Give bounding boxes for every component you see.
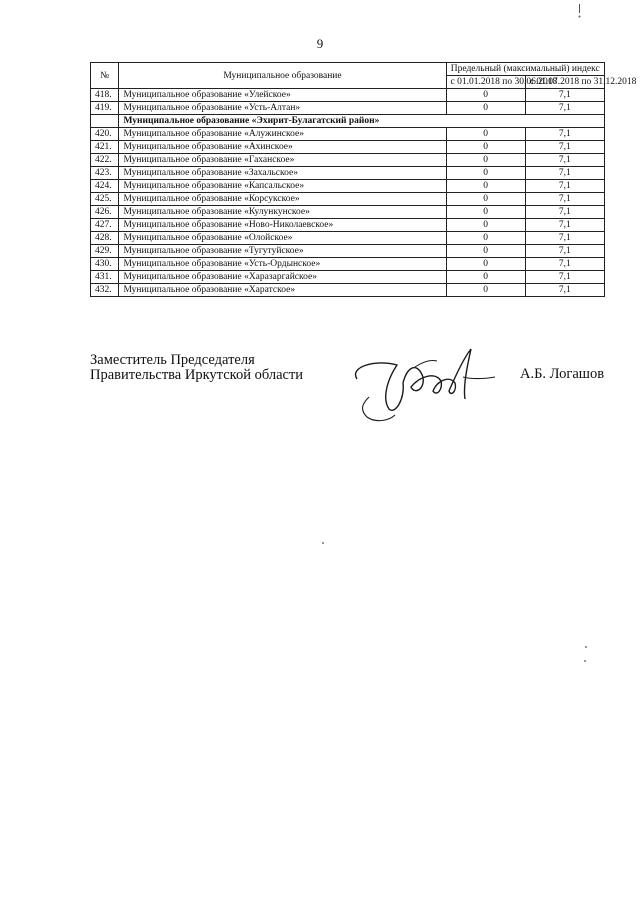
row-index-period-1: 0 (446, 206, 525, 219)
table-row (91, 193, 605, 206)
row-index-period-2: 7,1 (525, 102, 604, 115)
signature-block (90, 353, 610, 433)
row-index-period-2: 7,1 (525, 141, 604, 154)
row-index-period-1: 0 (446, 167, 525, 180)
row-municipality: Муниципальное образование «Усть-Ордынское» (119, 258, 446, 271)
row-index-period-2: 7,1 (525, 180, 604, 193)
row-index-period-1: 0 (446, 245, 525, 258)
scan-speck (584, 660, 586, 662)
row-number: 431. (91, 271, 119, 284)
row-index-period-1: 0 (446, 232, 525, 245)
district-heading: Муниципальное образование «Эхирит-Булагатский район» (119, 115, 605, 128)
column-header-number: № (91, 63, 119, 89)
row-index-period-1: 0 (446, 128, 525, 141)
row-number: 432. (91, 284, 119, 297)
table-row (91, 102, 605, 115)
row-index-period-1: 0 (446, 89, 525, 102)
row-index-period-1: 0 (446, 284, 525, 297)
row-municipality: Муниципальное образование «Ново-Николаевское» (119, 219, 446, 232)
row-index-period-1: 0 (446, 193, 525, 206)
row-number: 421. (91, 141, 119, 154)
row-number: 430. (91, 258, 119, 271)
table-row (91, 167, 605, 180)
district-heading-row (91, 115, 605, 128)
row-number: 426. (91, 206, 119, 219)
column-header-municipality: Муниципальное образование (119, 63, 446, 89)
row-index-period-1: 0 (446, 154, 525, 167)
municipal-index-table (90, 62, 637, 297)
row-number: 429. (91, 245, 119, 258)
column-header-index-group: Предельный (максимальный) индекс (446, 63, 604, 76)
row-number: 425. (91, 193, 119, 206)
row-index-period-1: 0 (446, 271, 525, 284)
row-index-period-1: 0 (446, 258, 525, 271)
row-index-period-1: 0 (446, 141, 525, 154)
table-row (91, 141, 605, 154)
signatory-name: А.Б. Логашов (520, 366, 605, 382)
row-number: 420. (91, 128, 119, 141)
row-number: 418. (91, 89, 119, 102)
row-municipality: Муниципальное образование «Улейское» (119, 89, 446, 102)
row-index-period-2: 7,1 (525, 154, 604, 167)
row-index-period-2: 7,1 (525, 89, 604, 102)
district-row-number-cell (91, 115, 119, 128)
row-index-period-2: 7,1 (525, 167, 604, 180)
signatory-title-line-1: Заместитель Председателя (90, 352, 255, 368)
row-index-period-2: 7,1 (525, 245, 604, 258)
row-municipality: Муниципальное образование «Ахинское» (119, 141, 446, 154)
signatory-title (90, 353, 303, 383)
column-header-period-2: с 01.07.2018 по 31.12.2018 (525, 76, 604, 89)
scan-speck (585, 646, 587, 648)
handwritten-signature (345, 337, 505, 427)
table-body (91, 89, 605, 297)
row-index-period-2: 7,1 (525, 271, 604, 284)
row-number: 427. (91, 219, 119, 232)
row-number: 424. (91, 180, 119, 193)
page-number: 9 (316, 36, 324, 51)
table-header-row (91, 63, 605, 76)
row-municipality: Муниципальное образование «Усть-Алтан» (119, 102, 446, 115)
table-row (91, 219, 605, 232)
row-index-period-2: 7,1 (525, 258, 604, 271)
table-row (91, 284, 605, 297)
row-municipality: Муниципальное образование «Захальское» (119, 167, 446, 180)
row-municipality: Муниципальное образование «Тугутуйское» (119, 245, 446, 258)
row-index-period-2: 7,1 (525, 206, 604, 219)
scan-corner-mark (578, 4, 581, 18)
row-municipality: Муниципальное образование «Харатское» (119, 284, 446, 297)
row-index-period-2: 7,1 (525, 193, 604, 206)
row-municipality: Муниципальное образование «Олойское» (119, 232, 446, 245)
row-number: 423. (91, 167, 119, 180)
signatory-title-line-2: Правительства Иркутской области (90, 367, 304, 383)
column-header-period-1: с 01.01.2018 по 30.06.2018 (446, 76, 525, 89)
table-row (91, 180, 605, 193)
row-number: 422. (91, 154, 119, 167)
row-number: 419. (91, 102, 119, 115)
row-index-period-2: 7,1 (525, 219, 604, 232)
table-row (91, 89, 605, 102)
row-municipality: Муниципальное образование «Капсальское» (119, 180, 446, 193)
table-row (91, 206, 605, 219)
table-row (91, 232, 605, 245)
row-index-period-1: 0 (446, 219, 525, 232)
row-municipality: Муниципальное образование «Алужинское» (119, 128, 446, 141)
row-municipality: Муниципальное образование «Харазаргайское» (119, 271, 446, 284)
row-index-period-2: 7,1 (525, 128, 604, 141)
row-index-period-2: 7,1 (525, 284, 604, 297)
row-municipality: Муниципальное образование «Кулункунское» (119, 206, 446, 219)
table-row (91, 271, 605, 284)
table-row (91, 258, 605, 271)
row-index-period-2: 7,1 (525, 232, 604, 245)
table-row (91, 154, 605, 167)
row-index-period-1: 0 (446, 102, 525, 115)
row-index-period-1: 0 (446, 180, 525, 193)
row-number: 428. (91, 232, 119, 245)
scan-speck (322, 542, 324, 544)
row-municipality: Муниципальное образование «Корсукское» (119, 193, 446, 206)
row-municipality: Муниципальное образование «Гаханское» (119, 154, 446, 167)
table-row (91, 128, 605, 141)
table-row (91, 245, 605, 258)
